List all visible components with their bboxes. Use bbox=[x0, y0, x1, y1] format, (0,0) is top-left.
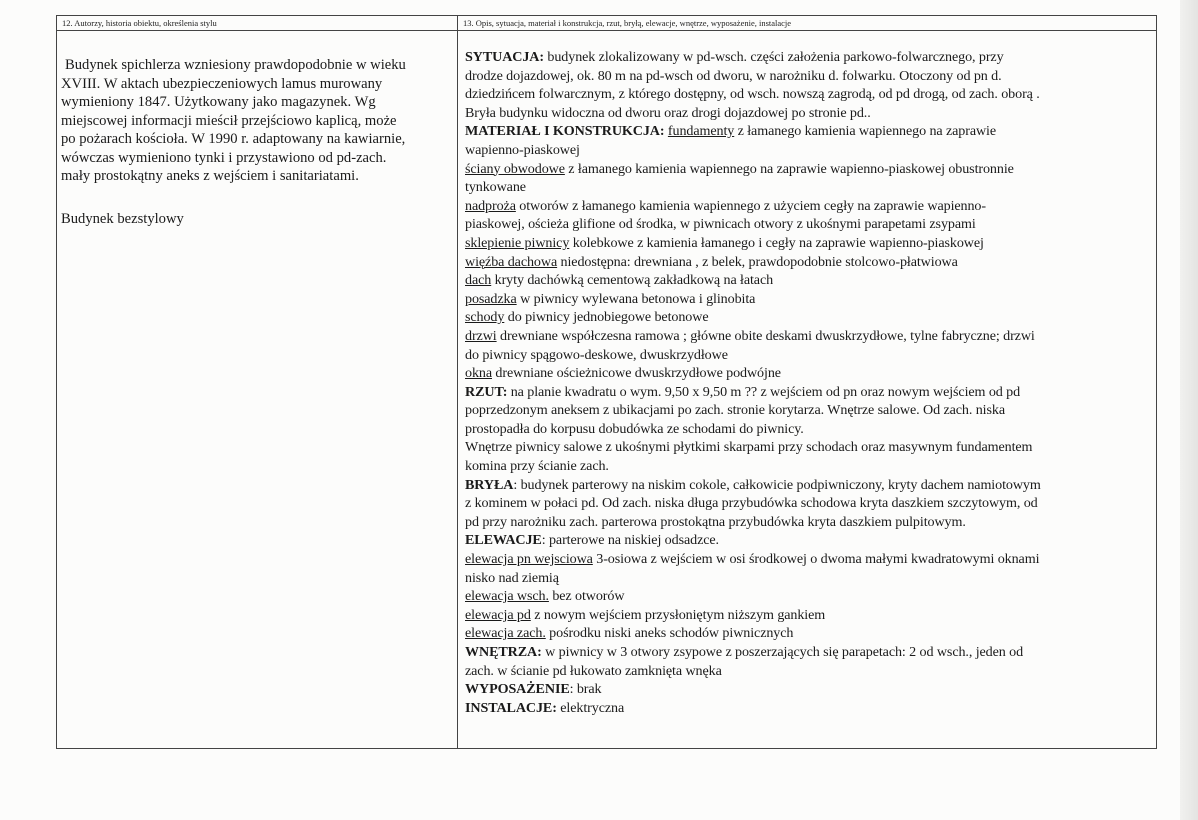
description-column bbox=[458, 16, 1156, 748]
history-line: po pożarach kościoła. W 1990 r. adaptowany na kawiarnie, bbox=[61, 131, 406, 147]
material-line: posadzka w piwnicy wylewana betonowa i glinobita bbox=[465, 290, 756, 307]
history-line: Budynek spichlerza wzniesiony prawdopodobnie w wieku bbox=[65, 57, 406, 73]
elewacja-pd-term: elewacja pd bbox=[465, 606, 531, 623]
inventory-card-table bbox=[56, 15, 1157, 749]
history-line: wówczas wymieniono tynki i przystawiono od pd-zach. bbox=[61, 149, 387, 166]
description-text bbox=[465, 48, 1153, 717]
elewacje-line: elewacja zach. pośrodku niski aneks schodów piwnicznych bbox=[465, 625, 794, 642]
rzut-line: RZUT: na planie kwadratu o wym. 9,50 x 9,50 m ?? z wejściem od pn oraz nowym wejściem od pd bbox=[465, 383, 1021, 400]
wiezba-term: więźba dachowa bbox=[465, 253, 558, 270]
material-line: schody do piwnicy jednobiegowe betonowe bbox=[465, 309, 709, 326]
material-line: MATERIAŁ I KONSTRUKCJA: fundamenty z łamanego kamienia wapiennego na zaprawie bbox=[465, 123, 997, 140]
sytuacja-heading: SYTUACJA: bbox=[465, 49, 544, 65]
material-line: nadproża otworów z łamanego kamienia wapiennego z użyciem cegły na zaprawie wapienno- bbox=[465, 197, 986, 214]
description-column-header: 13. Opis, sytuacja, materiał i konstrukcja, rzut, bryłą, elewacje, wnętrze, wyposażenie, instalacje bbox=[458, 16, 1156, 31]
history-column bbox=[57, 16, 458, 748]
material-line: ściany obwodowe z łamanego kamienia wapiennego na zaprawie wapienno-piaskowej obustronnie bbox=[465, 160, 1014, 177]
wnetrza-line: WNĘTRZA: w piwnicy w 3 otwory zsypowe z poszerzających się parapetach: 2 od wsch., jeden od bbox=[465, 644, 1024, 660]
material-line: więźba dachowa niedostępna: drewniana , z belek, prawdopodobnie stolcowo-płatwiowa bbox=[465, 253, 958, 270]
drzwi-term: drzwi bbox=[465, 327, 497, 344]
wnetrza-heading: WNĘTRZA: bbox=[465, 644, 542, 660]
sytuacja-line: drodze dojazdowej, ok. 80 m na pd-wsch od dworu, w narożniku d. folwarku. Otoczony od pn d. bbox=[465, 67, 1002, 84]
elewacje-line: elewacja pd z nowym wejściem przysłoniętym niższym gankiem bbox=[465, 606, 826, 623]
wyposazenie-line: WYPOSAŻENIE: brak bbox=[465, 681, 602, 698]
history-line: wymieniony 1847. Użytkowany jako magazynek. Wg bbox=[61, 94, 376, 110]
material-line: sklepienie piwnicy kolebkowe z kamienia łamanego i cegły na zaprawie wapienno-piaskowej bbox=[465, 234, 984, 251]
fundamenty-term: fundamenty bbox=[667, 123, 735, 140]
dach-term: dach bbox=[465, 272, 492, 289]
elewacje-heading: ELEWACJE bbox=[465, 532, 542, 549]
bryla-line: BRYŁA: budynek parterowy na niskim cokole, całkowicie podpiwniczony, kryty dachem namiotowym bbox=[465, 476, 1041, 493]
bryla-line: pd przy narożniku zach. parterowa prostokątna przybudówka kryta daszkiem pulpitowym. bbox=[465, 513, 966, 530]
style-designation: Budynek bezstylowy bbox=[61, 210, 184, 227]
schody-term: schody bbox=[465, 309, 505, 326]
wyposazenie-heading: WYPOSAŻENIE bbox=[465, 681, 570, 698]
sklepienie-term: sklepienie piwnicy bbox=[465, 234, 570, 251]
material-line: drzwi drewniane współczesna ramowa ; główne obite deskami dwuskrzydłowe, tylne fabryczne; drzwi bbox=[465, 327, 1035, 344]
material-line: okna drewniane ościeżnicowe dwuskrzydłowe podwójne bbox=[465, 365, 781, 382]
material-line: do piwnicy spągowo-deskowe, dwuskrzydłowe bbox=[465, 346, 728, 363]
material-line: piaskowej, ościeża glifione od środka, w piwnicach otwory z ukośnymi parapetami zsypami bbox=[465, 216, 976, 233]
history-line: miejscowej informacji mieścił przejściowo kaplicą, może bbox=[61, 112, 397, 129]
elewacje-line: nisko nad ziemią bbox=[465, 569, 559, 586]
elewacje-line: elewacja wsch. bez otworów bbox=[465, 588, 625, 605]
history-column-header: 12. Autorzy, historia obiektu, określenia stylu bbox=[57, 16, 457, 31]
wnetrza-line: zach. w ścianie pd łukowato zamknięta wnęka bbox=[465, 662, 722, 679]
elewacje-line: elewacja pn wejsciowa 3-osiowa z wejściem w osi środkowej o dwoma małymi kwadratowymi oknami bbox=[465, 551, 1040, 568]
history-text bbox=[61, 56, 453, 228]
sytuacja-line: dziedzińcem folwarcznym, z którego dostępny, od wsch. nowszą zagrodą, od pd drogą, od zach. oborą . bbox=[465, 86, 1040, 103]
bryla-heading: BRYŁA bbox=[465, 476, 514, 493]
instalacje-line: INSTALACJE: elektryczna bbox=[465, 699, 625, 716]
elewacja-wsch-term: elewacja wsch. bbox=[465, 588, 549, 605]
instalacje-heading: INSTALACJE: bbox=[465, 699, 557, 716]
okna-term: okna bbox=[465, 365, 492, 382]
nadproza-term: nadproża bbox=[465, 197, 516, 214]
rzut-line: prostopadła do korpusu dobudówka ze schodami do piwnicy. bbox=[465, 420, 804, 437]
sciany-term: ściany obwodowe bbox=[465, 160, 565, 177]
material-line: wapienno-piaskowej bbox=[465, 141, 580, 158]
scan-page-edge bbox=[1180, 0, 1198, 820]
material-heading: MATERIAŁ I KONSTRUKCJA: bbox=[465, 123, 665, 140]
material-line: dach kryty dachówką cementową zakładkową na łatach bbox=[465, 272, 774, 289]
history-line: XVIII. W aktach ubezpieczeniowych lamus murowany bbox=[61, 75, 383, 92]
sytuacja-line: Bryła budynku widoczna od dworu oraz drogi dojazdowej po stronie pd.. bbox=[465, 104, 871, 121]
elewacje-line: ELEWACJE: parterowe na niskiej odsadzce. bbox=[465, 532, 719, 549]
material-line: tynkowane bbox=[465, 179, 526, 196]
elewacja-zach-term: elewacja zach. bbox=[465, 625, 546, 642]
sytuacja-line: SYTUACJA: budynek zlokalizowany w pd-wsch. części założenia parkowo-folwarcznego, przy bbox=[465, 49, 1004, 65]
elewacja-pn-term: elewacja pn wejsciowa bbox=[465, 551, 593, 568]
history-line: mały prostokątny aneks z wejściem i sanitariatami. bbox=[61, 168, 359, 184]
posadzka-term: posadzka bbox=[465, 290, 517, 307]
rzut-line: poprzedzonym aneksem z ubikacjami po zach. stronie korytarza. Wnętrze salowe. Od zach. niska bbox=[465, 402, 1005, 419]
rzut-heading: RZUT: bbox=[465, 383, 508, 400]
rzut-line: Wnętrze piwnicy salowe z ukośnymi płytkimi skarpami przy schodach oraz masywnym fundamentem bbox=[465, 439, 1033, 456]
rzut-line: komina przy ścianie zach. bbox=[465, 458, 609, 475]
bryla-line: z kominem w połaci pd. Od zach. niska długa przybudówka schodowa kryta daszkiem szczytowym, od bbox=[465, 495, 1038, 512]
